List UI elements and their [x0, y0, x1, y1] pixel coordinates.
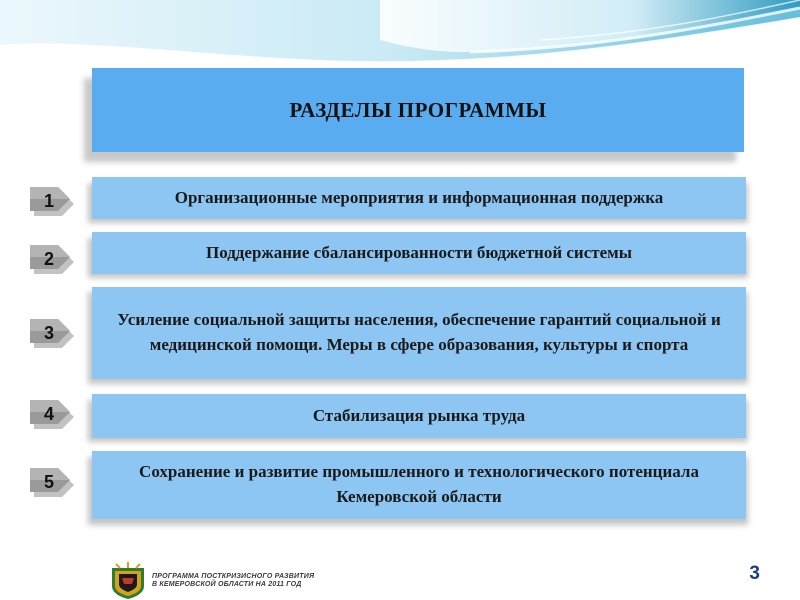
section-4-number: 4 [43, 403, 54, 424]
section-1-number-badge [30, 183, 74, 219]
section-3-text: Усиление социальной защиты населения, обеспечение гарантий социальной и медицинской помощи. Меры в сфере образования, культуры и спорта [92, 287, 746, 379]
kemerovo-emblem-icon [108, 562, 148, 600]
section-2-number-badge [30, 241, 74, 277]
section-5-text: Сохранение и развитие промышленного и технологического потенциала Кемеровской области [92, 451, 746, 519]
page-number: 3 [749, 563, 760, 584]
section-1-text: Организационные мероприятия и информационная поддержка [92, 177, 746, 219]
section-4-text: Стабилизация рынка труда [92, 394, 746, 438]
section-3-number-badge [30, 315, 74, 351]
section-2-text: Поддержание сбалансированности бюджетной системы [92, 232, 746, 274]
slide-title: РАЗДЕЛЫ ПРОГРАММЫ [92, 68, 744, 152]
section-2-number: 2 [43, 248, 54, 269]
section-1-number: 1 [43, 190, 54, 211]
footer-program-title [152, 573, 314, 589]
section-5-number-badge [30, 464, 74, 500]
section-3-number: 3 [43, 322, 54, 343]
footer-line-1: ПРОГРАММА ПОСТКРИЗИСНОГО РАЗВИТИЯ [152, 573, 315, 580]
section-5-number: 5 [43, 471, 54, 492]
section-4-number-badge [30, 396, 74, 432]
footer-line-2: В КЕМЕРОВСКОЙ ОБЛАСТИ НА 2011 ГОД [152, 581, 302, 588]
